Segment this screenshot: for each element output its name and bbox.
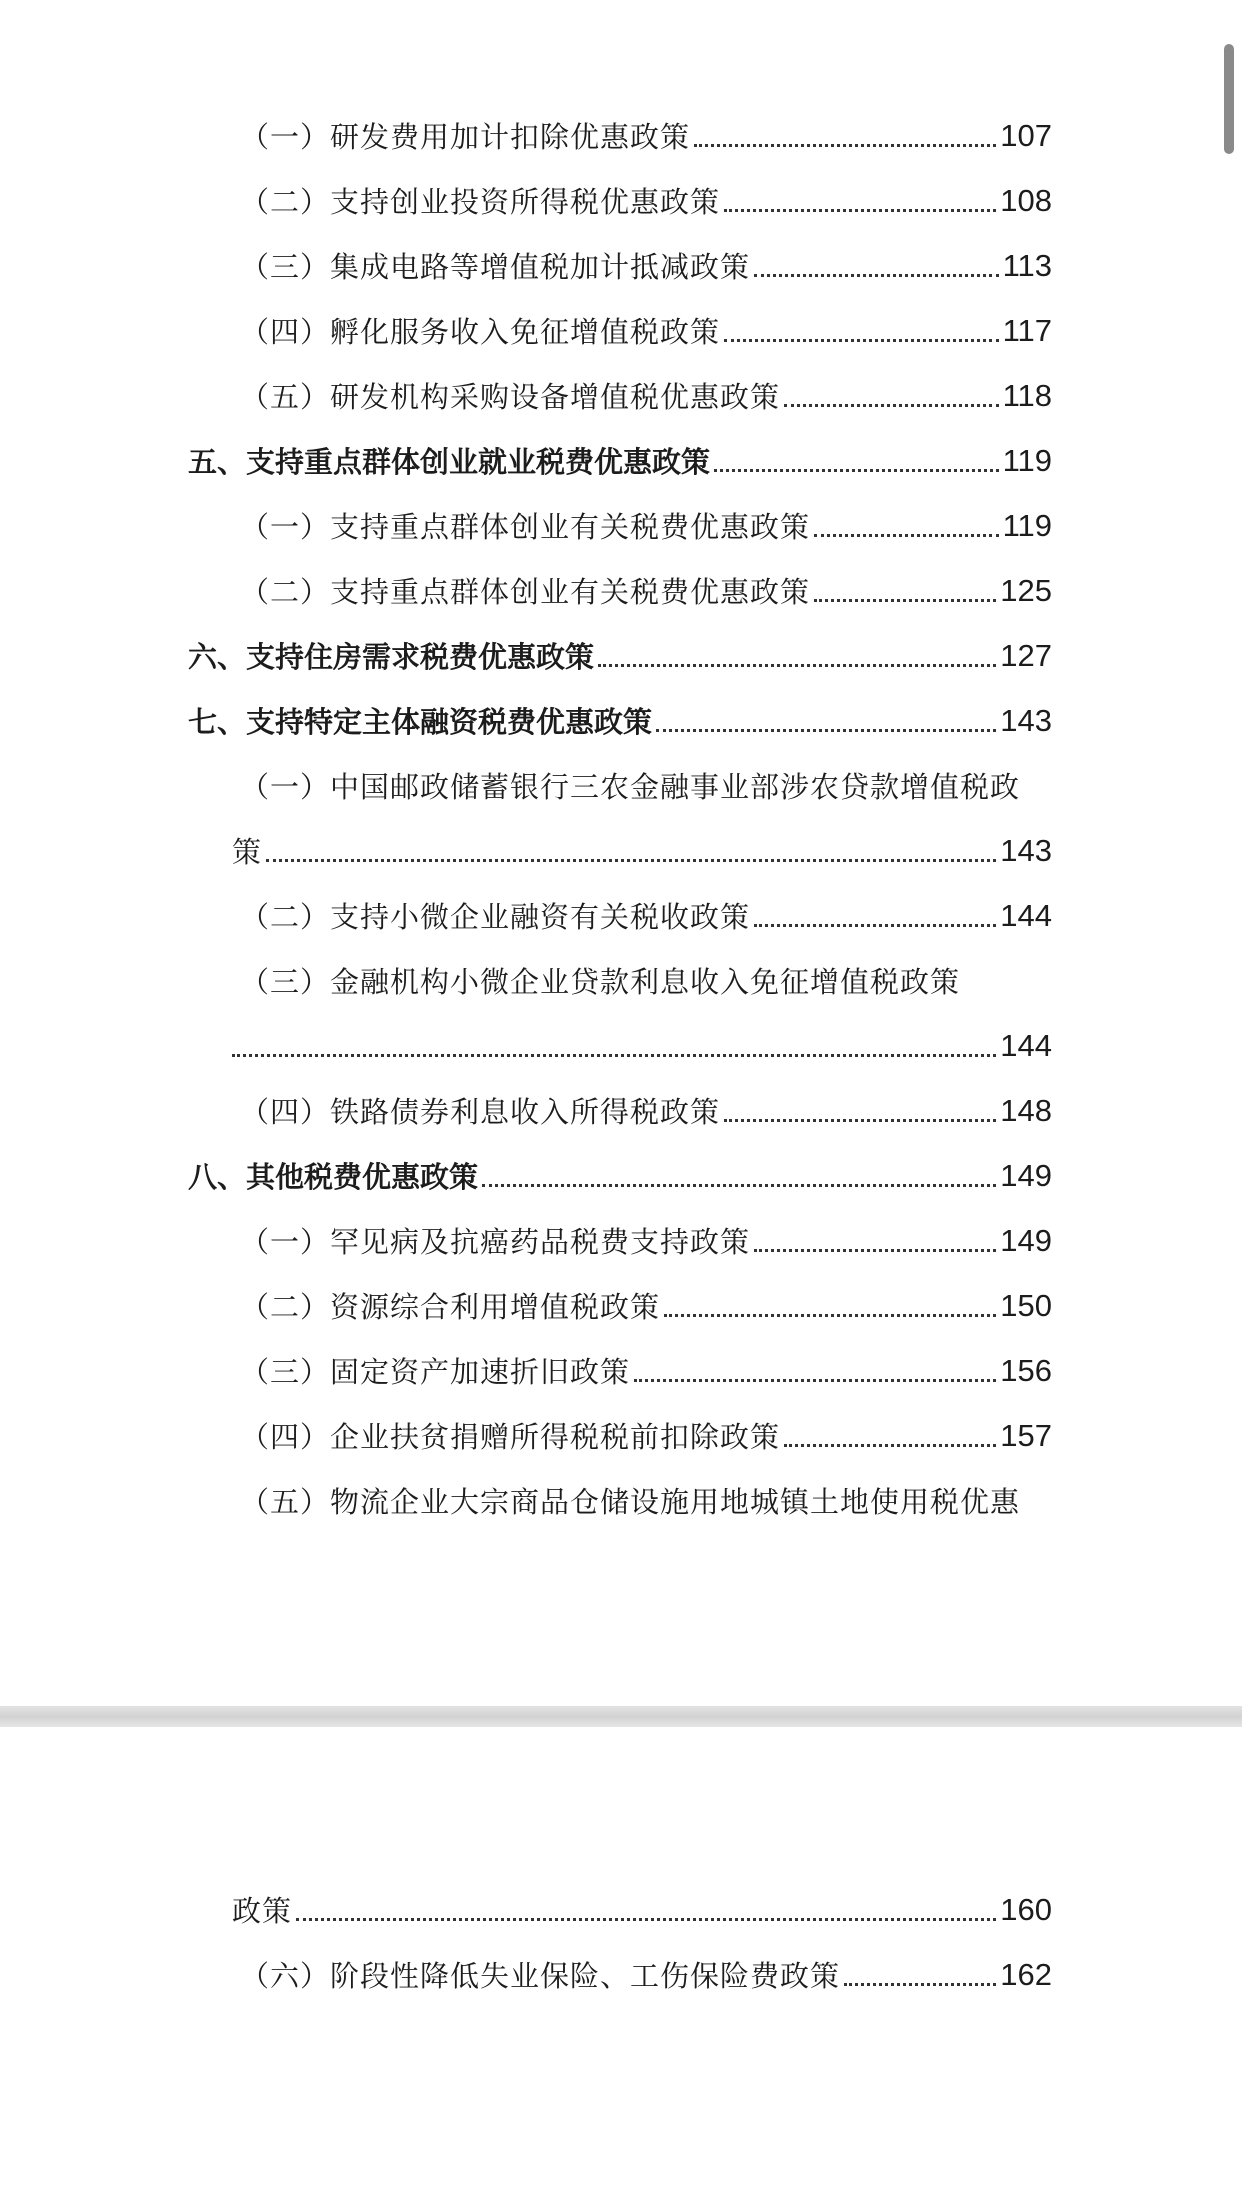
scrollbar-thumb[interactable] [1224, 44, 1234, 154]
page-separator [0, 1706, 1242, 1727]
page-number: 144 [1000, 897, 1052, 933]
page-number: 108 [1000, 182, 1052, 218]
page-number: 156 [1000, 1352, 1052, 1388]
leader-dots [754, 1249, 996, 1252]
toc-entry-continuation[interactable]: 策 143 [232, 832, 1052, 869]
toc-entry[interactable]: （一）支持重点群体创业有关税费优惠政策 119 [240, 507, 1052, 544]
leader-dots [232, 1054, 996, 1057]
toc-entry[interactable]: （二）支持小微企业融资有关税收政策 144 [240, 897, 1052, 934]
toc-entry[interactable]: （五）研发机构采购设备增值税优惠政策 118 [240, 377, 1052, 414]
leader-dots [784, 1444, 996, 1447]
leader-dots [664, 1314, 996, 1317]
page-number: 127 [1000, 637, 1052, 673]
leader-dots [814, 599, 996, 602]
leader-dots [844, 1983, 996, 1986]
toc-entry[interactable]: （二）支持创业投资所得税优惠政策 108 [240, 182, 1052, 219]
page-number: 117 [1002, 312, 1052, 348]
toc-entry[interactable]: （四）孵化服务收入免征增值税政策 117 [240, 312, 1052, 349]
document-page-2 [0, 1727, 1242, 2208]
toc-section-heading[interactable]: 五、支持重点群体创业就业税费优惠政策 119 [188, 442, 1052, 479]
toc-entry[interactable]: （一）中国邮政储蓄银行三农金融事业部涉农贷款增值税政 [240, 770, 1021, 804]
leader-dots [754, 924, 996, 927]
page-number: 119 [1002, 442, 1052, 478]
toc-section-heading[interactable]: 七、支持特定主体融资税费优惠政策 143 [188, 702, 1052, 739]
page-number: 144 [1000, 1027, 1052, 1063]
toc-entry[interactable]: （三）集成电路等增值税加计抵减政策 113 [240, 247, 1052, 284]
toc-section-heading[interactable]: 六、支持住房需求税费优惠政策 127 [188, 637, 1052, 674]
leader-dots [634, 1379, 996, 1382]
page-number: 143 [1000, 832, 1052, 868]
leader-dots [754, 274, 999, 277]
leader-dots [694, 144, 996, 147]
page-number: 119 [1002, 507, 1052, 543]
leader-dots [656, 729, 996, 732]
page-number: 107 [1000, 117, 1052, 153]
page-number: 118 [1002, 377, 1052, 413]
page-number: 148 [1000, 1092, 1052, 1128]
toc-entry[interactable]: （二）资源综合利用增值税政策 150 [240, 1287, 1052, 1324]
leader-dots [482, 1184, 996, 1187]
leader-dots [724, 209, 996, 212]
toc-entry-continuation[interactable]: 政策 160 [232, 1891, 1052, 1928]
toc-entry[interactable]: （五）物流企业大宗商品仓储设施用地城镇土地使用税优惠 [240, 1485, 1021, 1519]
toc-entry[interactable]: （四）铁路债券利息收入所得税政策 148 [240, 1092, 1052, 1129]
page-number: 150 [1000, 1287, 1052, 1323]
leader-dots [714, 469, 999, 472]
leader-dots [598, 664, 996, 667]
toc-entry[interactable]: （四）企业扶贫捐赠所得税税前扣除政策 157 [240, 1417, 1052, 1454]
page-number: 162 [1000, 1956, 1052, 1992]
page-number: 149 [1000, 1222, 1052, 1258]
leader-dots [266, 859, 996, 862]
toc-entry[interactable]: （二）支持重点群体创业有关税费优惠政策 125 [240, 572, 1052, 609]
page-number: 143 [1000, 702, 1052, 738]
toc-entry-continuation[interactable] [232, 1013, 1052, 1078]
page-number: 149 [1000, 1157, 1052, 1193]
toc-entry[interactable]: （三）金融机构小微企业贷款利息收入免征增值税政策 [240, 965, 961, 999]
toc-section-heading[interactable]: 八、其他税费优惠政策 149 [188, 1157, 1052, 1194]
leader-dots [296, 1918, 996, 1921]
toc-entry[interactable]: （一）罕见病及抗癌药品税费支持政策 149 [240, 1222, 1052, 1259]
toc-entry[interactable]: （三）固定资产加速折旧政策 156 [240, 1352, 1052, 1389]
page-number: 113 [1002, 247, 1052, 283]
leader-dots [724, 339, 999, 342]
page-number: 157 [1000, 1417, 1052, 1453]
leader-dots [814, 534, 999, 537]
leader-dots [784, 404, 999, 407]
page-number: 125 [1000, 572, 1052, 608]
toc-entry[interactable]: （一）研发费用加计扣除优惠政策 107 [240, 117, 1052, 154]
leader-dots [724, 1119, 996, 1122]
toc-entry[interactable]: （六）阶段性降低失业保险、工伤保险费政策 162 [240, 1956, 1052, 1993]
page-number: 160 [1000, 1891, 1052, 1927]
